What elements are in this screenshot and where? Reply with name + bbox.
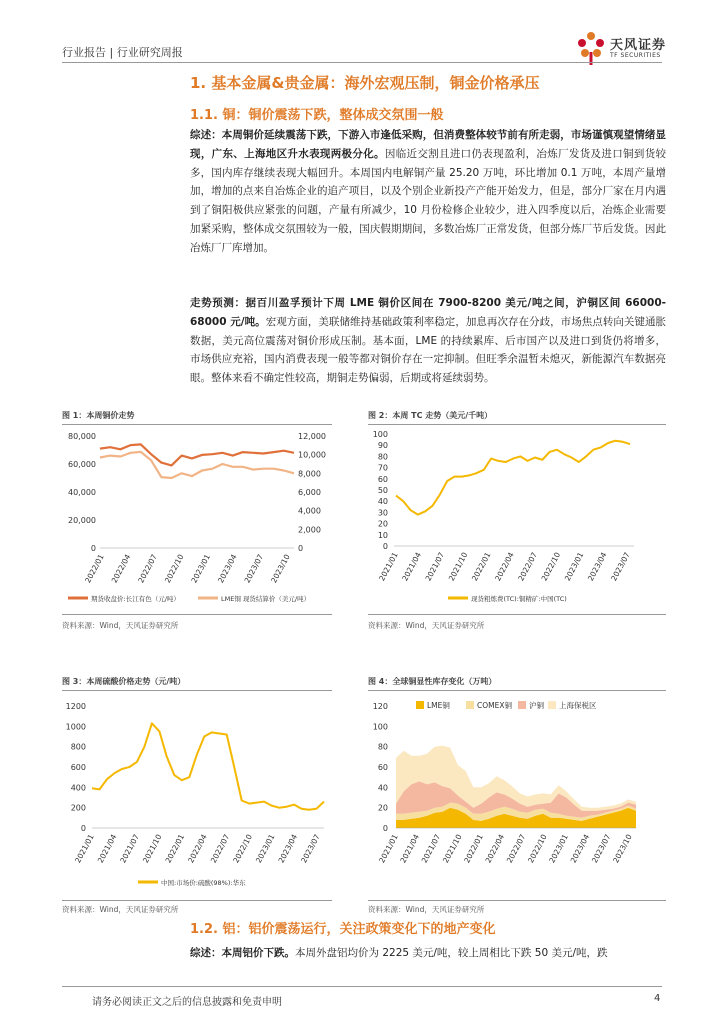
fig4-tick-label-1: 100 — [372, 722, 388, 732]
fig4-xtick-label-3: 2021/10 — [441, 832, 464, 865]
fig4-tick-label-4: 40 — [377, 783, 388, 793]
fig3-xtick-label-3: 2021/10 — [140, 832, 164, 865]
fig3-tick-label-2: 800 — [70, 742, 86, 752]
fig3-tick-label-1: 1000 — [65, 722, 86, 732]
fig4-xtick-label-5: 2022/04 — [483, 832, 507, 865]
copper-forecast-body: 宏观方面，美联储维持基础政策利率稳定，加息再次存在分歧，市场焦点转向关键通胀数据，美元高位震荡对铜价形成压制。基本面，LME 的持续累库、后市国产以及进口到货仍将增多，市场供应充裕，国内消费表现一般等都对铜价存在一定抑制。但旺季余温暂未熄灭，新能源汽车数据亮眼。整体来看不确定性较高，期铜走势偏弱，后期或将延续弱势。 — [190, 315, 666, 385]
fig4-legend-label-0: LME铜 — [427, 701, 450, 710]
header-divider — [62, 62, 662, 63]
fig2-tick-label-1: 90 — [377, 441, 388, 451]
fig1-xtick-label-1: 2022/04 — [109, 552, 133, 585]
fig3-bottom-divider — [62, 900, 332, 901]
fig3-chart — [62, 694, 332, 894]
fig2-xtick-label-10: 2023/07 — [609, 550, 632, 583]
aluminium-summary-paragraph — [190, 944, 666, 963]
fig2-bottom-divider — [368, 614, 666, 615]
fig3-xtick-label-10: 2023/07 — [299, 832, 322, 865]
fig2-legend-label-0: 现货粗炼费(TC):铜精矿:中国(TC) — [471, 595, 567, 603]
fig3-xtick-label-4: 2022/01 — [163, 832, 187, 865]
page-number: 4 — [654, 993, 661, 1004]
fig2-xtick-label-3: 2021/10 — [446, 550, 470, 583]
fig2-xtick-label-9: 2023/04 — [585, 550, 609, 583]
fig2-xtick-label-0: 2021/01 — [377, 550, 400, 583]
copper-forecast-lead: 走势预测：据百川盈孚预计下周 LME 铜价区间在 7900-8200 美元/吨之间，沪铜区间 66000-68000 元/吨。 — [190, 297, 666, 328]
fig4-legend-label-1: COMEX铜 — [477, 701, 512, 710]
fig2-tick-label-8: 20 — [377, 519, 388, 529]
fig1-divider — [62, 424, 332, 425]
fig4-legend-swatch-0 — [416, 701, 424, 709]
fig1-bottom-divider — [62, 614, 332, 615]
fig2-tick-label-10: 0 — [382, 542, 388, 551]
fig1-title: 图 1：本周铜价走势 — [62, 411, 135, 420]
fig2-xtick-label-7: 2022/10 — [539, 550, 563, 583]
fig4-legend-label-2: 沪铜 — [529, 701, 544, 710]
copper-summary-body: 因临近交割且进口仍表现盈利，冶炼厂发货及进口铜到货较多，国内库存继续表现大幅回升。本周国内电解铜产量 25.20 万吨，环比增加 0.1 万吨，本周产量增加，增加的点来自冶炼企业的追产项目，以及个别企业新投产产能开始发力，但是，部分厂家在月内遇到了铜阳极供应紧张的问题，产量有所减少，10 月份检修企业较少，进入四季度以后，冶炼企业需要加紧采购，整体成交氛围较为一般，国庆假期期间，多数冶炼厂正常发货，但部分炼厂节后发货。因此冶炼厂厂库增加。 — [190, 147, 667, 254]
fig1-left-tick-label-0: 80,000 — [68, 432, 96, 441]
fig3-xtick-label-8: 2023/01 — [253, 832, 277, 865]
fig4-legend-swatch-2 — [518, 701, 526, 709]
fig2-divider — [368, 424, 666, 425]
fig2-xtick-label-2: 2021/07 — [423, 550, 447, 583]
fig3-xtick-label-7: 2022/10 — [231, 832, 254, 865]
fig4-xtick-label-10: 2023/07 — [589, 832, 613, 865]
fig1-left-tick-label-1: 60,000 — [68, 460, 96, 469]
aluminium-summary-lead: 综述：本周铝价下跌。 — [190, 947, 295, 959]
fig3-tick-label-5: 200 — [70, 803, 86, 813]
fig2-xtick-label-1: 2021/04 — [400, 550, 423, 583]
fig4-xtick-label-1: 2021/04 — [398, 832, 422, 865]
fig2-tick-label-2: 80 — [377, 452, 388, 462]
fig2-tick-label-9: 10 — [377, 530, 388, 540]
fig3-divider — [62, 690, 332, 691]
fig3-xtick-label-5: 2022/04 — [186, 832, 209, 865]
fig4-tick-label-6: 0 — [382, 824, 388, 833]
fig4-xtick-label-9: 2023/04 — [568, 832, 592, 865]
fig4-xtick-label-7: 2022/10 — [526, 832, 549, 865]
fig2-title: 图 2：本周 TC 走势（美元/千吨） — [368, 411, 493, 420]
fig1-right-tick-label-5: 2,000 — [298, 525, 321, 535]
fig3-xtick-label-1: 2021/04 — [95, 832, 119, 865]
fig4-xtick-label-4: 2022/01 — [462, 832, 485, 865]
fig1-right-tick-label-1: 10,000 — [298, 450, 326, 460]
fig1-xtick-label-2: 2022/07 — [136, 552, 159, 585]
fig1-right-tick-label-3: 6,000 — [298, 488, 321, 497]
fig3-xtick-label-0: 2021/01 — [73, 832, 96, 865]
fig2-tick-label-5: 50 — [377, 486, 388, 495]
fig1-right-tick-label-2: 8,000 — [298, 469, 321, 479]
brand-name: 天风证券 — [610, 38, 667, 53]
fig4-xtick-label-8: 2023/01 — [547, 832, 570, 865]
fig2-tick-label-0: 100 — [372, 430, 388, 439]
fig4-legend-label-3: 上海保税区 — [559, 701, 597, 710]
subsection-title-aluminium: 1.2. 铝：铝价震荡运行，关注政策变化下的地产变化 — [190, 922, 496, 937]
footer-divider — [62, 986, 662, 987]
fig4-legend-swatch-1 — [466, 701, 474, 709]
fig4-legend-swatch-3 — [548, 701, 556, 709]
fig1-chart — [62, 428, 332, 606]
fig4-title: 图 4：全球铜显性库存变化（万吨） — [368, 677, 497, 686]
fig2-xtick-label-6: 2022/07 — [516, 550, 539, 583]
fig1-left-tick-label-4: 0 — [90, 544, 96, 553]
fig1-left-tick-label-3: 20,000 — [68, 516, 96, 525]
footer-disclaimer: 请务必阅读正文之后的信息披露和免责申明 — [92, 997, 282, 1008]
fig1-series-0-line — [100, 444, 294, 465]
fig4-xtick-label-6: 2022/07 — [504, 832, 528, 865]
fig4-xtick-label-0: 2021/01 — [377, 832, 400, 865]
fig2-tick-label-3: 70 — [377, 463, 388, 473]
fig2-xtick-label-8: 2023/01 — [562, 550, 586, 583]
fig3-tick-label-3: 600 — [70, 763, 86, 772]
brand-logo — [574, 30, 674, 66]
fig3-series-0-line — [92, 723, 324, 809]
fig2-tick-label-4: 60 — [377, 474, 388, 484]
copper-summary-paragraph — [190, 126, 666, 258]
fig2-xtick-label-4: 2022/01 — [469, 550, 493, 583]
fig3-source: 资料来源：Wind，天风证券研究所 — [62, 905, 179, 914]
fig3-tick-label-4: 400 — [70, 783, 86, 793]
fig3-xtick-label-6: 2022/07 — [208, 832, 232, 865]
fig4-tick-label-2: 80 — [377, 742, 388, 752]
copper-forecast-paragraph — [190, 294, 666, 388]
fig2-tick-label-7: 30 — [377, 508, 388, 518]
fig1-left-tick-label-2: 40,000 — [68, 488, 96, 497]
fig2-series-0-line — [396, 441, 630, 515]
fig4-divider — [368, 690, 666, 691]
fig4-bottom-divider — [368, 900, 666, 901]
fig1-legend-label-1: LME铜 现货结算价（美元/吨） — [221, 595, 311, 603]
subsection-title-copper: 1.1. 铜：铜价震荡下跌，整体成交氛围一般 — [190, 108, 444, 123]
fig4-xtick-label-2: 2021/07 — [419, 832, 443, 865]
fig2-chart — [368, 428, 666, 606]
fig1-xtick-label-7: 2023/10 — [269, 552, 292, 585]
fig1-xtick-label-6: 2023/07 — [242, 552, 266, 585]
aluminium-summary-body: 本周外盘铝均价为 2225 美元/吨，较上周相比下跌 50 美元/吨，跌 — [295, 947, 608, 959]
fig1-right-tick-label-4: 4,000 — [298, 506, 321, 516]
fig1-right-tick-label-6: 0 — [298, 544, 304, 553]
brand-sub: TF SECURITIES — [610, 52, 661, 59]
fig4-tick-label-5: 20 — [377, 803, 388, 813]
copper-summary-lead: 综述：本周铜价延续震荡下跌，下游入市逢低采购，但消费整体较节前有所走弱，市场谨慎观望情绪显现，广东、上海地区升水表现两极分化。 — [190, 129, 666, 160]
fig3-title: 图 3：本周硫酸价格走势（元/吨） — [62, 677, 186, 686]
fig1-right-tick-label-0: 12,000 — [298, 432, 326, 441]
fig3-tick-label-0: 1200 — [65, 702, 86, 711]
fig2-source: 资料来源：Wind，天风证券研究所 — [368, 621, 485, 630]
fig3-legend-label-0: 中国:市场价:硫酸(98%):华东 — [161, 879, 246, 887]
fig1-legend-label-0: 期货收盘价:长江有色（元/吨） — [91, 595, 180, 603]
fig4-xtick-label-11: 2023/10 — [611, 832, 634, 865]
fig2-tick-label-6: 40 — [377, 497, 388, 507]
brand-flower-icon — [574, 30, 608, 66]
breadcrumb: 行业报告 | 行业研究周报 — [62, 46, 183, 59]
fig1-xtick-label-3: 2022/10 — [162, 552, 186, 585]
fig4-source: 资料来源：Wind，天风证券研究所 — [368, 905, 485, 914]
fig2-xtick-label-5: 2022/04 — [493, 550, 516, 583]
fig1-xtick-label-5: 2023/04 — [216, 552, 239, 585]
fig4-chart — [368, 694, 666, 894]
section-title: 1. 基本金属&贵金属：海外宏观压制，铜金价格承压 — [190, 74, 540, 92]
fig4-tick-label-3: 60 — [377, 763, 388, 772]
fig3-xtick-label-2: 2021/07 — [118, 832, 141, 865]
fig3-xtick-label-9: 2023/04 — [276, 832, 300, 865]
fig1-source: 资料来源：Wind，天风证券研究所 — [62, 621, 179, 630]
fig1-xtick-label-0: 2022/01 — [83, 552, 106, 585]
fig4-tick-label-0: 120 — [372, 702, 388, 711]
fig3-tick-label-6: 0 — [80, 824, 86, 833]
fig1-xtick-label-4: 2023/01 — [189, 552, 213, 585]
